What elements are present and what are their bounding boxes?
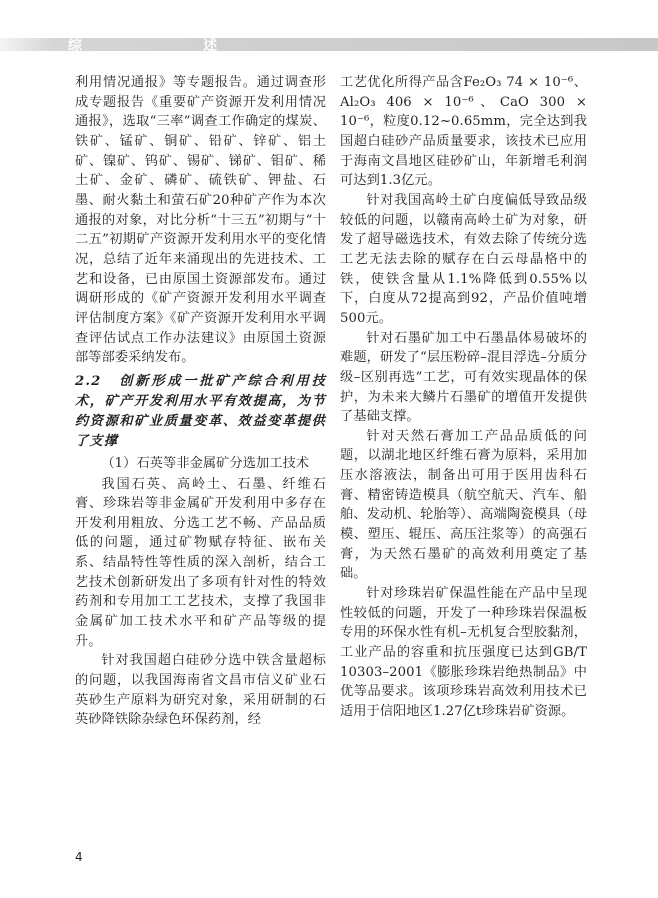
body-paragraph: 针对我国超白硅砂分选中铁含量超标的问题，以我国海南省文昌市信义矿业石英砂生产原料为研究对象，采用研制的石英砂降铁除杂绿色环保药剂，经	[75, 653, 326, 728]
header-category-char-1: 综	[68, 38, 82, 54]
header-band-fill	[0, 38, 658, 51]
body-paragraph: 针对珍珠岩矿保温性能在产品中呈现性较低的问题，开发了一种珍珠岩保温板专用的环保水性有机–无机复合型胶黏剂，工业产品的容重和抗压强度已达到GB/T 10303–2001《膨胀珍珠岩绝热制品》中优等品要求。该项珍珠岩高效利用技术已适用于信阳地区1.27亿t珍珠岩矿资源。	[340, 586, 587, 719]
right-column	[340, 73, 587, 722]
body-paragraph: 针对石墨矿加工中石墨晶体易破坏的难题，研发了“层压粉碎–混目浮选–分质分级–区别再选”工艺，可有效实现晶体的保护，为未来大鳞片石墨矿的增值开发提供了基础支撑。	[340, 330, 587, 425]
body-paragraph: 针对天然石膏加工产品品质低的问题，以湖北地区纤维石膏为原料，采用加压水溶液法，制备出可用于医用齿科石膏、精密铸造模具（航空航天、汽车、船舶、发动机、轮胎等）、高端陶瓷模具（母模、塑压、辊压、高压注浆等）的高强石膏，为天然石墨矿的高效利用奠定了基础。	[340, 428, 587, 582]
body-paragraph: 工艺优化所得产品含Fe₂O₃ 74 × 10⁻⁶、Al₂O₃ 406 × 10⁻⁶、CaO 300 × 10⁻⁶，粒度0.12~0.65mm，完全达到我国超白硅砂产品质量要求，该技术已应用于海南文昌地区硅砂矿山，年新增毛利润可达到1.3亿元。	[340, 75, 587, 189]
section-heading: 2.2 创新形成一批矿产综合利用技术，矿产开发利用水平有效提高，为节约资源和矿业质量变革、效益变革提供了支撑	[75, 373, 326, 449]
page-number: 4	[75, 850, 83, 864]
body-paragraph: 针对我国高岭土矿白度偏低导致品级较低的问题，以赣南高岭土矿为对象，研发了超导磁选技术，有效去除了传统分选工艺无法去除的赋存在白云母晶格中的铁，使铁含量从1.1%降低到0.55%以下，白度从72提高到92，产品价值吨增500元。	[340, 192, 587, 326]
running-header	[0, 33, 658, 55]
header-category-char-2: 述	[203, 38, 217, 54]
body-paragraph: 我国石英、高岭土、石墨、纤维石膏、珍珠岩等非金属矿开发利用中多存在开发利用粗放、分选工艺不畅、产品品质低的问题，通过矿物赋存特征、嵌布关系、结晶特性等性质的深入剖析，结合工艺技术创新研发出了多项有针对性的特效药剂和专用加工工艺技术，支撑了我国非金属矿加工技术水平和矿产品等级的提升。	[75, 476, 326, 649]
left-column	[75, 73, 326, 730]
body-paragraph: 利用情况通报》等专题报告。通过调查形成专题报告《重要矿产资源开发利用情况通报》，选取“三率”调查工作确定的煤炭、铁矿、锰矿、铜矿、铅矿、锌矿、铝土矿、镍矿、钨矿、锡矿、锑矿、钼矿、稀土矿、金矿、磷矿、硫铁矿、钾盐、石墨、耐火黏土和萤石矿20种矿产作为本次通报的对象，对比分析“十三五”初期与“十二五”初期矿产资源开发利用水平的变化情况，总结了近年来涌现出的先进技术、工艺和设备，已由原国土资源部发布。通过调研形成的《矿产资源开发利用水平调查评估制度方案》《矿产资源开发利用水平调查评估试点工作办法建议》由原国土资源部等部委采纳发布。	[75, 75, 326, 366]
subsection-heading: （1）石英等非金属矿分选加工技术	[101, 455, 310, 471]
